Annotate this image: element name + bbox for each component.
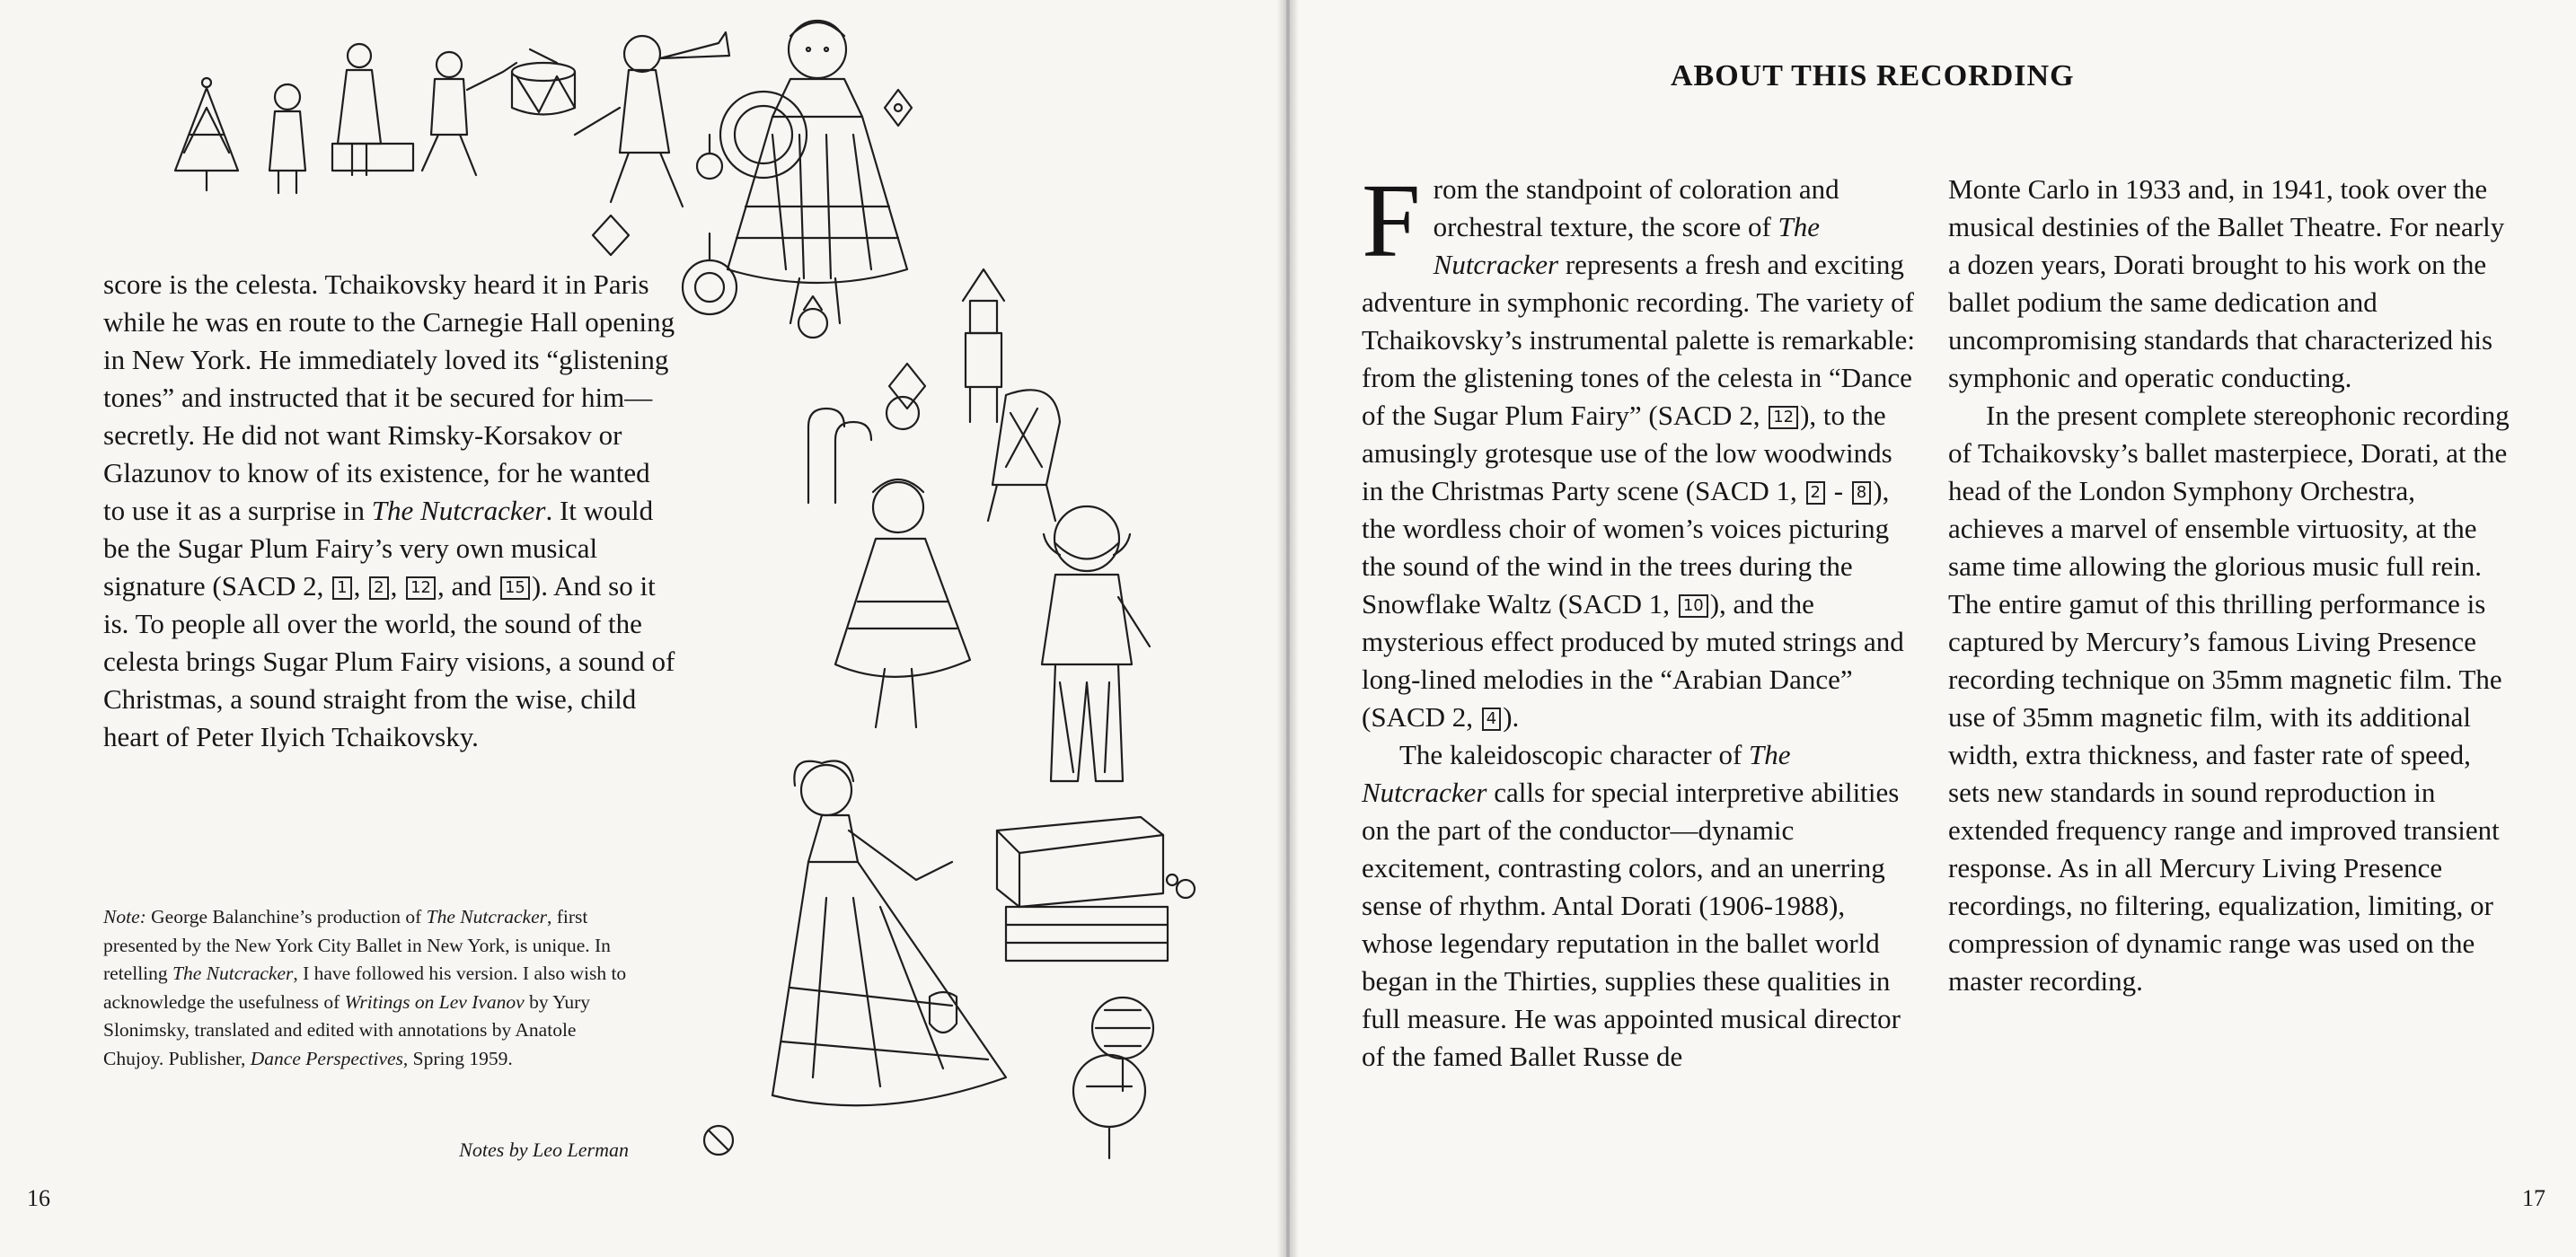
body-text-segment: ), to the amusingly grotesque use of the low woodwinds in the Christmas Party scene (SACD 1, [1362, 400, 1892, 506]
note-italic: The Nutcracker [426, 906, 547, 927]
note-text: George Balanchine’s production of [146, 906, 427, 927]
page-number-right: 17 [2522, 1185, 2545, 1211]
footnote [103, 903, 629, 1073]
track-number-badge: 12 [406, 576, 436, 600]
music-box-icon [997, 817, 1168, 961]
body-text-segment: . It would be the Sugar Plum Fairy’s very own musical signature (SACD 2, [103, 495, 654, 602]
left-body-text [103, 266, 678, 756]
title-italic: The Nutcracker [371, 495, 546, 526]
byline: Notes by Leo Lerman [459, 1138, 629, 1161]
candy-cane-icon [808, 364, 1060, 521]
body-text-segment: ). [1503, 701, 1520, 733]
toy-soldiers-icon [269, 44, 516, 193]
track-number-badge: 2 [369, 576, 388, 600]
page-number-left: 16 [27, 1185, 50, 1211]
track-number-badge: 12 [1769, 406, 1798, 429]
sugar-plum-fairy-icon [772, 761, 1006, 1106]
trumpet-icon [575, 32, 729, 207]
nutcracker-icon [963, 269, 1004, 422]
track-number-badge: 10 [1679, 594, 1708, 618]
body-text-segment: , [353, 570, 368, 602]
right-column-2 [1948, 171, 2514, 1000]
body-text-segment: represents a fresh and exciting adventure in symphonic recording. The variety of Tchaikovsky’s instrumental palette is remarkable: from the glistening tones of the celesta in “Dance of the Sugar Plum Fairy” (SACD 2, [1362, 249, 1915, 431]
body-text-segment: ), the wordless choir of women’s voices picturing the sound of the wind in the trees during the Snowflake Waltz (SACD 1, [1362, 475, 1890, 620]
body-text-segment: The kaleidoscopic character of [1399, 739, 1750, 770]
note-italic: Dance Perspectives [250, 1047, 403, 1069]
note-text: , first presented by the New York City Ballet in New York, is unique. In retelling [103, 906, 611, 984]
body-text-segment: , and [437, 570, 498, 602]
note-label: Note: [103, 906, 146, 927]
paragraph: In the present complete stereophonic recording of Tchaikovsky’s ballet masterpiece, Dorati, at the head of the London Symphony Orchestra, achieves a marvel of ensemble virtuosity, at the same time allowing the glorious music full rein. The entire gamut of this thrilling performance is captured by Mercury’s famous Living Presence recording technique on 35mm magnetic film. The use of 35mm magnetic film, with its additional width, extra thickness, and faster rate of speed, sets new standards in sound reproduction in extended frequency range and improved transient response. As in all Mercury Living Presence recordings, no filtering, equalization, limiting, or compression of dynamic range was used on the master recording. [1948, 400, 2510, 997]
christmas-tree-icon [175, 78, 238, 190]
track-number-badge: 8 [1852, 481, 1871, 505]
section-heading: ABOUT THIS RECORDING [1671, 59, 2075, 92]
body-text-segment: score is the celesta. Tchaikovsky heard it in Paris while he was en route to the Carnegie Hall opening in New York. He immediately loved its “glistening tones” and instructed that it be secured for him—secretly. He did not want Rimsky-Korsakov or Glazunov to know of its existence, for he wanted to use it as a surprise in [103, 268, 675, 526]
body-text-segment: ). And so it is. To people all over the world, the sound of the celesta brings Sugar Plum Fairy visions, a sound of Christmas, a sound straight from the wise, child heart of Peter Ilyich Tchaikovsky. [103, 570, 675, 752]
right-column-1 [1362, 162, 1919, 1076]
note-text: by Yury Slonimsky, translated and edited with annotations by Anatole Chujoy. Publisher, [103, 990, 590, 1069]
note-text: , I have followed his version. I also wish to acknowledge the usefulness of [103, 963, 627, 1013]
track-number-badge: 2 [1806, 481, 1825, 505]
right-page [1290, 0, 2576, 1257]
track-number-badge: 1 [332, 576, 351, 600]
note-italic: The Nutcracker [172, 963, 294, 984]
book-gutter [1277, 0, 1299, 1257]
paragraph: Monte Carlo in 1933 and, in 1941, took over the musical destinies of the Ballet Theatre. For nearly a dozen years, Dorati brought to his work on the ballet podium the same dedication and uncompromising standards that characterized his symphonic and operatic conducting. [1948, 173, 2505, 393]
track-number-badge: 4 [1482, 708, 1501, 731]
body-text-segment: rom the standpoint of coloration and orchestral texture, the score of [1433, 173, 1839, 242]
body-text-segment: , [390, 570, 405, 602]
girl-with-wreath-icon [720, 21, 907, 323]
ornament-icon [593, 90, 1195, 1158]
dancing-couple-icon [835, 479, 1150, 781]
drum-icon [512, 49, 575, 115]
body-text-segment: - [1826, 475, 1850, 506]
body-text-segment: calls for special interpretive abilities on the part of the conductor—dynamic excitement, contrasting colors, and an unerring sense of rhythm. Antal Dorati (1906-1988), whose legendary reputation in the ballet world began in the Thirties, supplies these qualities in full measure. He was appointed musical director of the famed Ballet Russe de [1362, 777, 1901, 1072]
left-page [0, 0, 1286, 1257]
track-number-badge: 15 [500, 576, 530, 600]
title-italic: The Nutcracker [1433, 211, 1821, 280]
note-text: , Spring 1959. [402, 1047, 513, 1069]
body-text-segment: ), and the mysterious effect produced by muted strings and long-lined melodies in the “Arabian Dance” (SACD 2, [1362, 588, 1904, 733]
title-italic: The Nutcracker [1362, 739, 1791, 808]
drop-cap: F [1362, 162, 1421, 279]
note-italic: Writings on Lev Ivanov [344, 990, 525, 1013]
